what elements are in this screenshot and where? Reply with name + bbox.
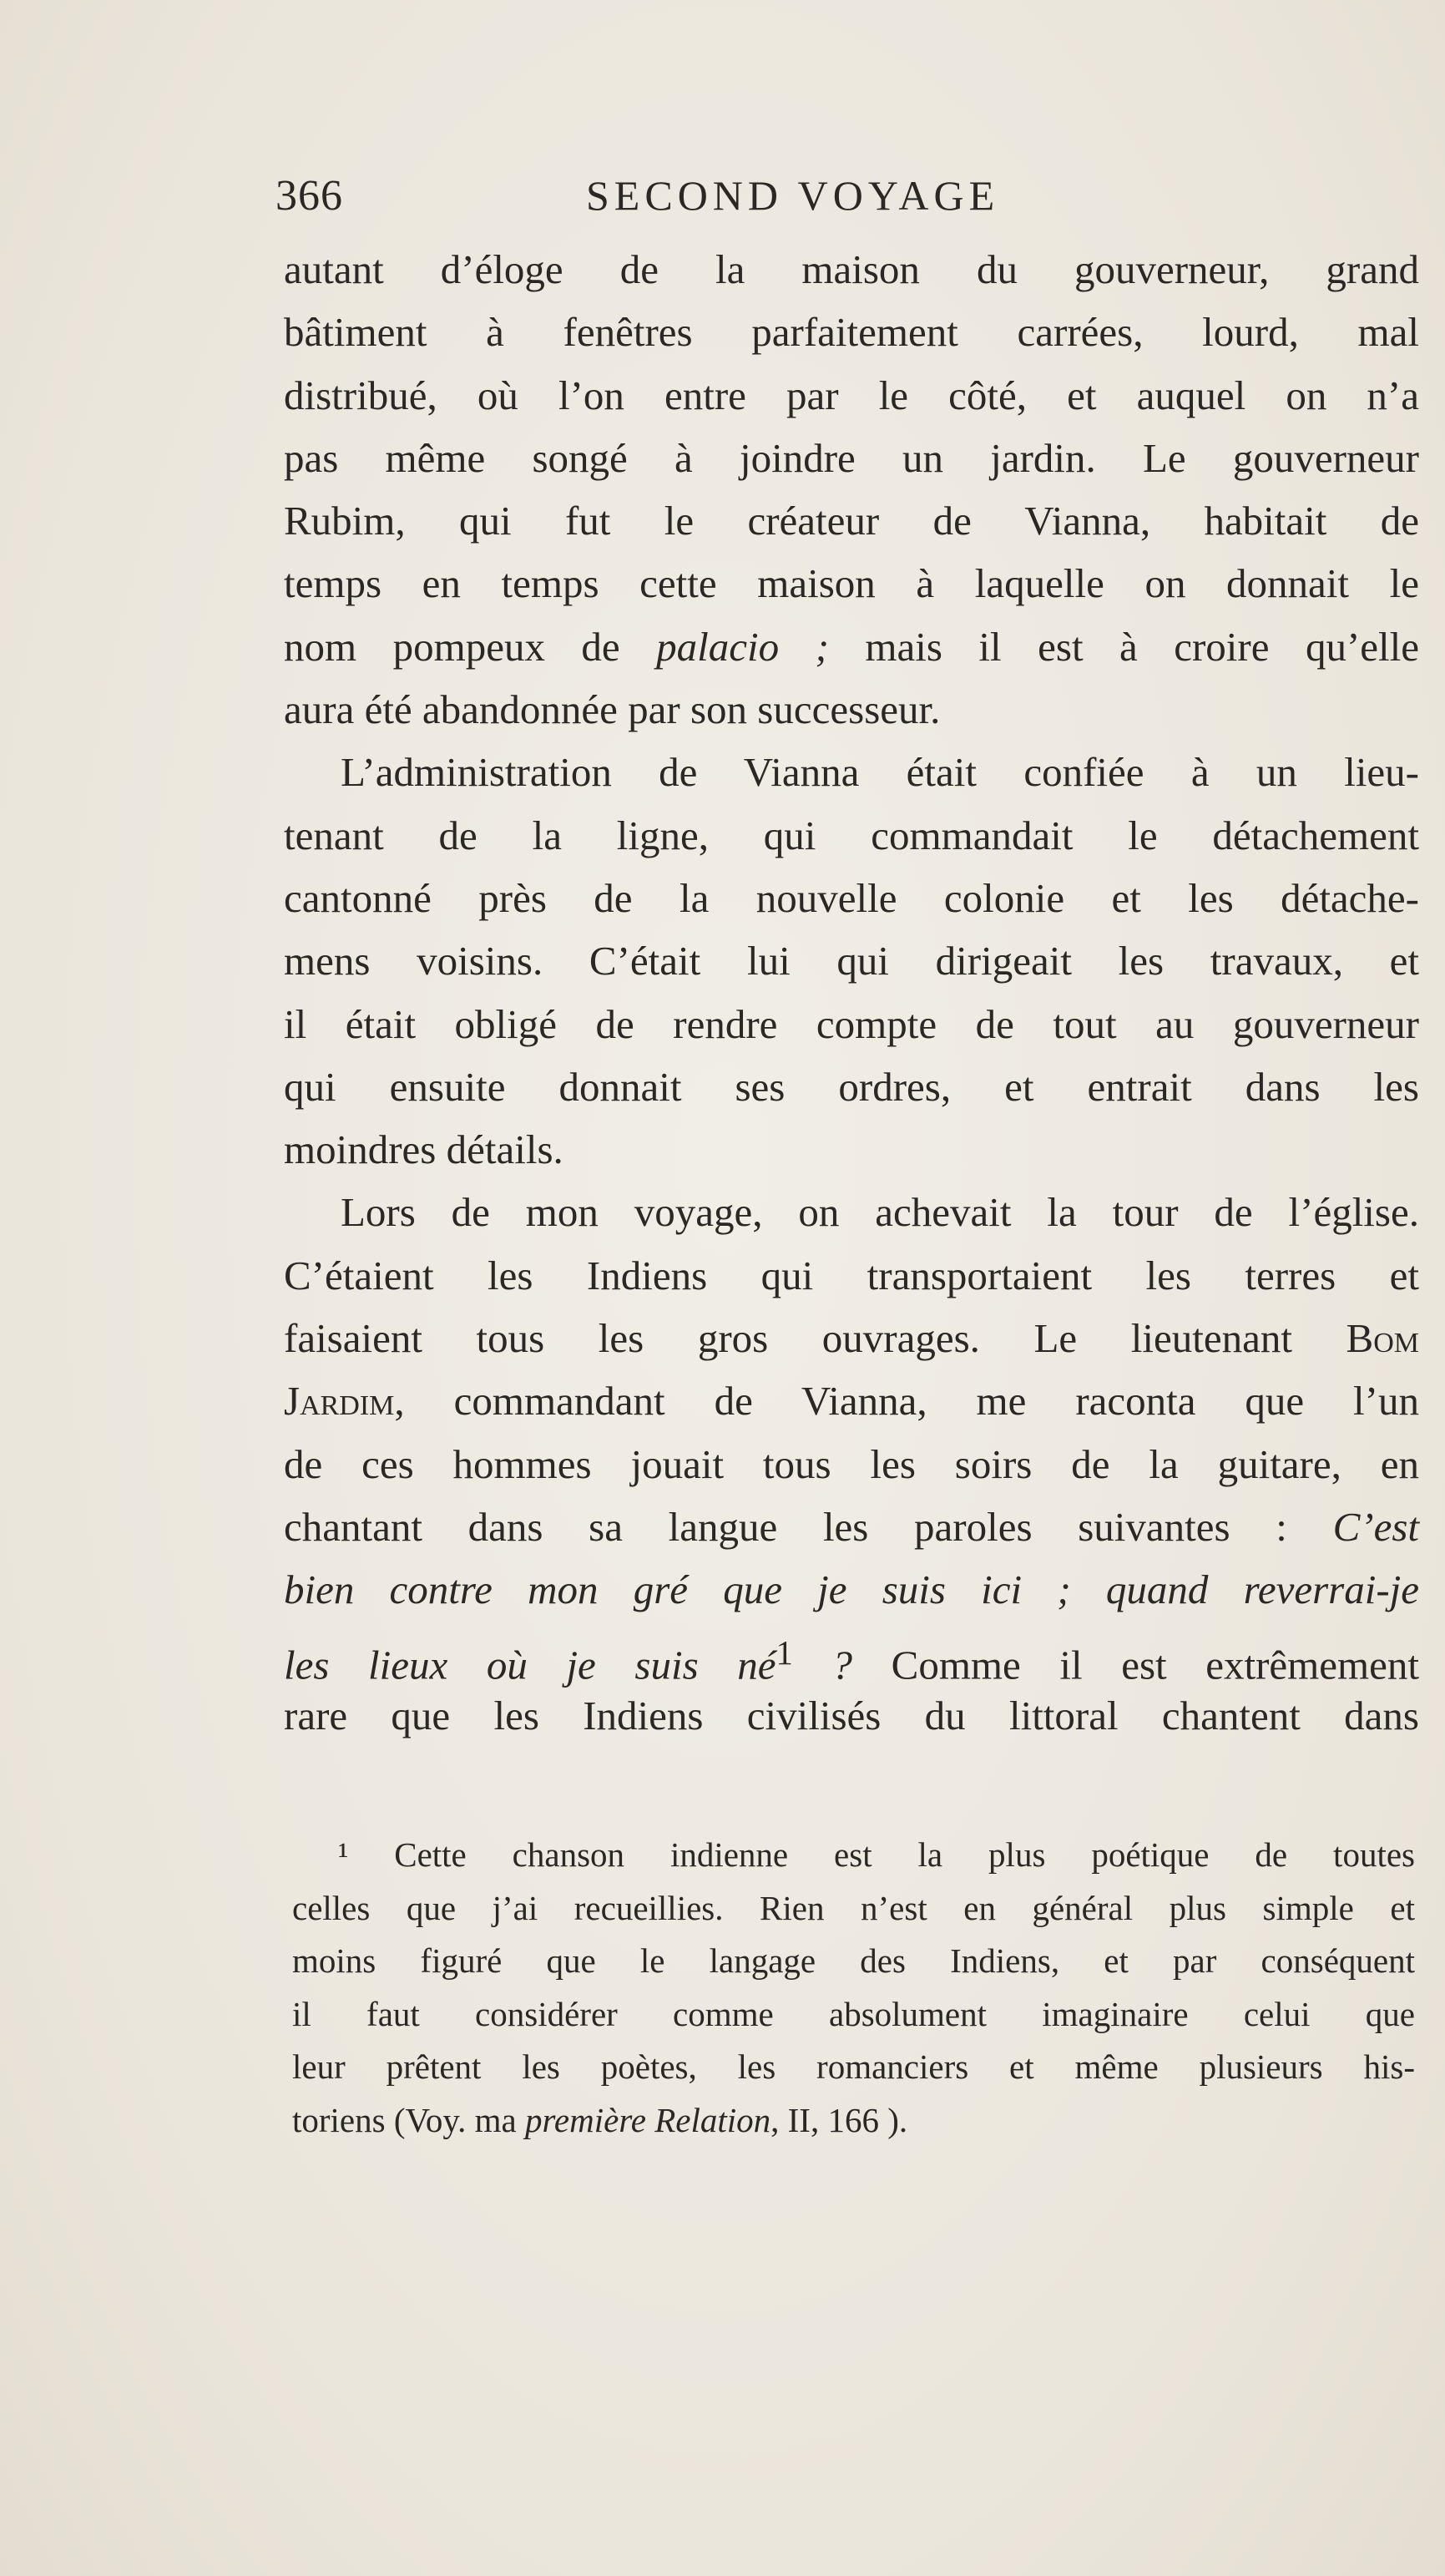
text-line: pas même songé à joindre un jardin. Le gouverneur bbox=[284, 434, 1419, 481]
person-name: Bom bbox=[1346, 1315, 1419, 1362]
footnote-line: leur prêtent les poètes, les romanciers et même plusieurs his- bbox=[292, 2047, 1415, 2086]
italic-title: première Relation bbox=[525, 2100, 771, 2139]
text-run: , commandant de Vianna, me raconta que l’un bbox=[394, 1378, 1419, 1425]
text-line: distribué, où l’on entre par le côté, et auquel on n’a bbox=[284, 372, 1419, 418]
footnote-line bbox=[292, 2094, 1415, 2148]
text-line: L’administration de Vianna était confiée à un lieu- bbox=[341, 749, 1419, 796]
italic-quote: bien contre mon gré que je suis ici ; quand reverrai-je bbox=[284, 1566, 1419, 1613]
text-line: il était obligé de rendre compte de tout au gouverneur bbox=[284, 1000, 1419, 1047]
italic-quote: les lieux où je suis né bbox=[284, 1641, 776, 1688]
text-line: cantonné près de la nouvelle colonie et les détache- bbox=[284, 874, 1419, 921]
footnote-line: ¹ Cette chanson indienne est la plus poétique de toutes bbox=[338, 1835, 1415, 1874]
text-line bbox=[284, 1369, 1419, 1432]
footnote-line: il faut considérer comme absolument imaginaire celui que bbox=[292, 1994, 1415, 2033]
text-run: faisaient tous les gros ouvrages. Le lieutenant bbox=[284, 1315, 1292, 1362]
person-name: Jardim bbox=[284, 1378, 395, 1425]
text-line bbox=[284, 1495, 1419, 1558]
italic-quote: ? bbox=[831, 1641, 853, 1688]
italic-quote: C’est bbox=[1332, 1503, 1420, 1550]
italic-term: palacio ; bbox=[656, 623, 829, 670]
text-line: rare que les Indiens civilisés du littoral chantent dans bbox=[284, 1692, 1419, 1738]
text-line bbox=[284, 615, 1419, 678]
text-line: qui ensuite donnait ses ordres, et entrait dans les bbox=[284, 1063, 1419, 1110]
text-run: toriens (Voy. ma bbox=[292, 2100, 517, 2139]
footnote-line: moins figuré que le langage des Indiens, et par conséquent bbox=[292, 1941, 1415, 1980]
text-line: tenant de la ligne, qui commandait le détachement bbox=[284, 812, 1419, 858]
text-line: mens voisins. C’était lui qui dirigeait les travaux, et bbox=[284, 938, 1419, 984]
page-number: 366 bbox=[275, 172, 343, 220]
text-run: mais il est à croire qu’elle bbox=[865, 623, 1420, 670]
text-line bbox=[284, 1307, 1419, 1369]
text-line: temps en temps cette maison à laquelle on donnait le bbox=[284, 560, 1419, 607]
text-line: aura été abandonnée par son successeur. bbox=[284, 686, 941, 733]
footnote bbox=[292, 1829, 1415, 2147]
text-run: Comme il est extrêmement bbox=[891, 1641, 1420, 1688]
running-head: SECOND VOYAGE bbox=[586, 172, 1000, 219]
footnote-marker: 1 bbox=[776, 1633, 793, 1672]
text-line: Rubim, qui fut le créateur de Vianna, habitait de bbox=[284, 498, 1419, 544]
text-line: de ces hommes jouait tous les soirs de la guitare, en bbox=[284, 1440, 1419, 1487]
text-run: , II, 166 ). bbox=[770, 2100, 908, 2139]
text-line: autant d’éloge de la maison du gouverneur, grand bbox=[284, 246, 1419, 292]
text-line bbox=[284, 1622, 1420, 1688]
text-line: Lors de mon voyage, on achevait la tour de l’église. bbox=[341, 1189, 1419, 1236]
text-line: bâtiment à fenêtres parfaitement carrées, lourd, mal bbox=[284, 309, 1419, 356]
text-line: C’étaient les Indiens qui transportaient les terres et bbox=[284, 1252, 1419, 1298]
text-run: chantant dans sa langue les paroles suivantes : bbox=[284, 1503, 1287, 1550]
main-text bbox=[284, 238, 1419, 1747]
text-line: moindres détails. bbox=[284, 1126, 563, 1173]
footnote-line: celles que j’ai recueillies. Rien n’est en général plus simple et bbox=[292, 1888, 1415, 1927]
text-run: nom pompeux de bbox=[284, 623, 620, 670]
page-header bbox=[275, 171, 1415, 238]
text-line bbox=[284, 1558, 1419, 1621]
